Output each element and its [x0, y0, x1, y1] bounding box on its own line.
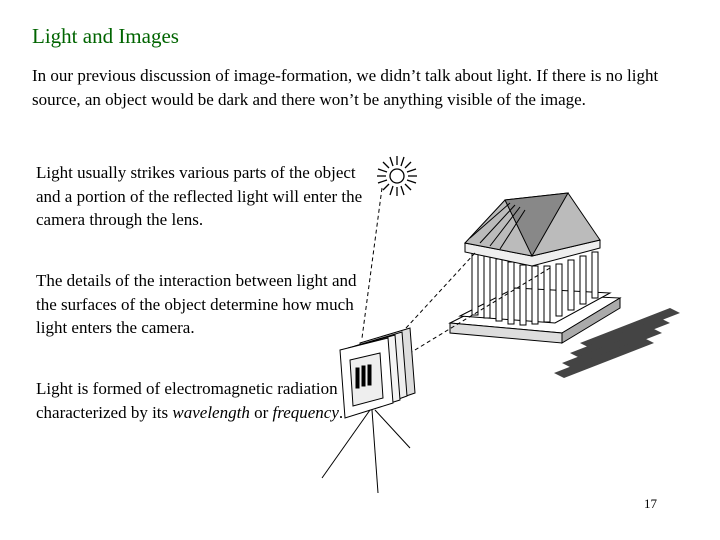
p3-or: or	[254, 402, 269, 422]
slide-title: Light and Images	[32, 24, 179, 48]
p3-end: .	[338, 402, 344, 422]
term-wavelength: wavelength	[172, 402, 250, 422]
p3-text: Light is formed of electromagnetic radiation characterized by its	[36, 379, 338, 422]
temple-object	[450, 193, 620, 343]
camera-icon	[322, 328, 415, 493]
page-number: 17	[644, 496, 657, 511]
sun-icon	[377, 156, 417, 196]
paragraph-light-strikes: Light usually strikes various parts of the object and a portion of the reflected light will enter the camera through the lens.	[36, 163, 363, 229]
paragraph-interaction: The details of the interaction between light and the surfaces of the object determine how much light enters the camera.	[36, 271, 357, 337]
term-frequency: frequency	[272, 402, 339, 422]
intro-paragraph: In our previous discussion of image-formation, we didn’t talk about light. If there is no light source, an object would be dark and there won’t be anything visible of the image.	[32, 66, 659, 109]
camera-temple-illustration	[300, 148, 690, 498]
